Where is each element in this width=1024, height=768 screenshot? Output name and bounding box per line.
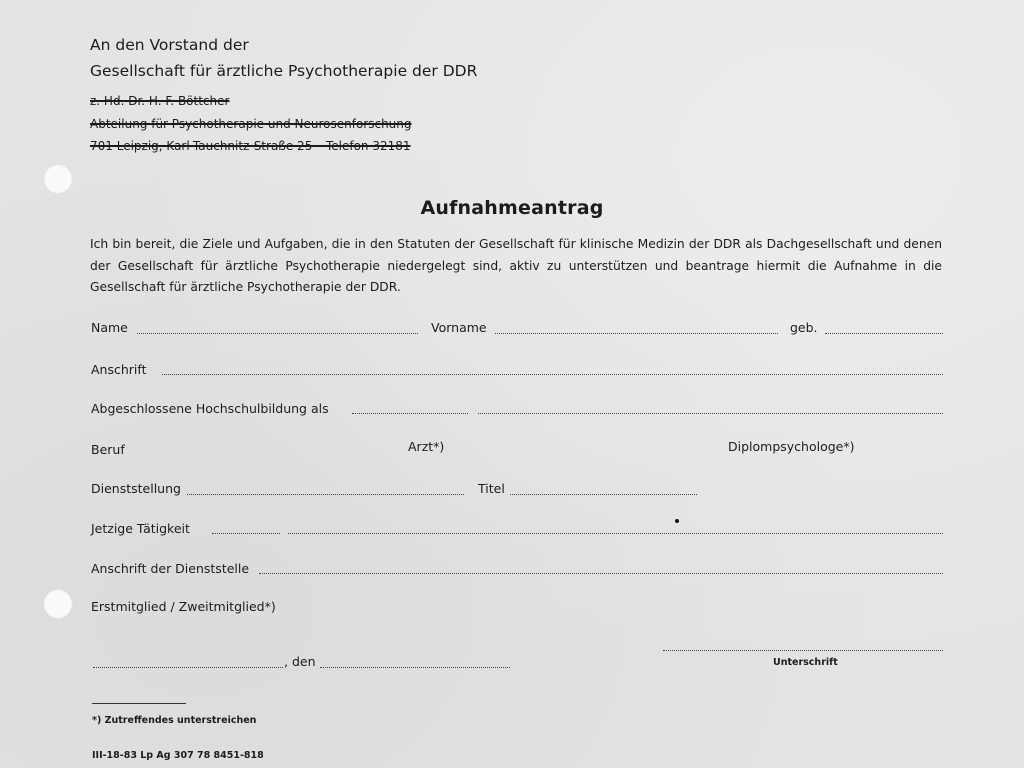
hochschulbildung-label: Abgeschlossene Hochschulbildung als — [91, 401, 329, 416]
intro-paragraph: Ich bin bereit, die Ziele und Aufgaben, die in den Statuten der Gesellschaft für klinische Medizin der DDR als Dachgesellschaft und denen der Gesellschaft für ärztliche Psychotherapie niedergelegt sind, aktiv zu unterstützen und beantrage hiermit die Aufnahme in die Gesellschaft für ärztliche Psychotherapie der DDR. — [90, 237, 942, 294]
diplompsychologe-option[interactable]: Diplompsychologe*) — [728, 439, 855, 454]
geb-label: geb. — [790, 320, 818, 335]
punch-hole — [43, 589, 73, 619]
titel-label: Titel — [478, 481, 505, 496]
address-line-2: Gesellschaft für ärztliche Psychotherapie der DDR — [90, 62, 478, 80]
vorname-field[interactable] — [495, 333, 778, 334]
anschrift-label: Anschrift — [91, 362, 147, 377]
footnote: *) Zutreffendes unterstreichen — [92, 715, 257, 726]
dienststellung-label: Dienststellung — [91, 481, 181, 496]
name-label: Name — [91, 320, 128, 335]
hochschulbildung-field-2[interactable] — [478, 413, 943, 414]
struck-street-line: 701 Leipzig, Karl-Tauchnitz-Straße 25 – Telefon 32181 — [90, 139, 411, 153]
footnote-divider — [92, 703, 186, 704]
vorname-label: Vorname — [431, 320, 487, 335]
form-number: III-18-83 Lp Ag 307 78 8451-818 — [92, 750, 264, 761]
taetigkeit-field-2[interactable] — [288, 533, 943, 534]
name-field[interactable] — [137, 333, 418, 334]
anschrift-dienststelle-field[interactable] — [259, 573, 943, 574]
den-label: , den — [284, 654, 316, 669]
struck-department-line: Abteilung für Psychotherapie und Neurosenforschung — [90, 117, 412, 131]
taetigkeit-label: Jetzige Tätigkeit — [91, 521, 190, 536]
geb-field[interactable] — [825, 333, 943, 334]
punch-hole — [43, 164, 73, 194]
ort-field[interactable] — [93, 667, 283, 668]
taetigkeit-field-1[interactable] — [212, 533, 280, 534]
mitglied-label[interactable]: Erstmitglied / Zweitmitglied*) — [91, 599, 276, 614]
ink-speck — [675, 519, 679, 523]
titel-field[interactable] — [510, 494, 697, 495]
hochschulbildung-field-1[interactable] — [352, 413, 468, 414]
anschrift-dienststelle-label: Anschrift der Dienststelle — [91, 561, 250, 576]
arzt-option[interactable]: Arzt*) — [408, 439, 445, 454]
datum-field[interactable] — [320, 667, 510, 668]
form-title: Aufnahmeantrag — [420, 197, 604, 219]
beruf-label: Beruf — [91, 442, 125, 457]
dienststellung-field[interactable] — [187, 494, 464, 495]
signature-field[interactable] — [663, 650, 943, 651]
address-line-1: An den Vorstand der — [90, 36, 249, 54]
struck-contact-line: z. Hd. Dr. H. F. Böttcher — [90, 94, 230, 108]
anschrift-field[interactable] — [162, 374, 943, 375]
signature-label: Unterschrift — [773, 657, 838, 668]
